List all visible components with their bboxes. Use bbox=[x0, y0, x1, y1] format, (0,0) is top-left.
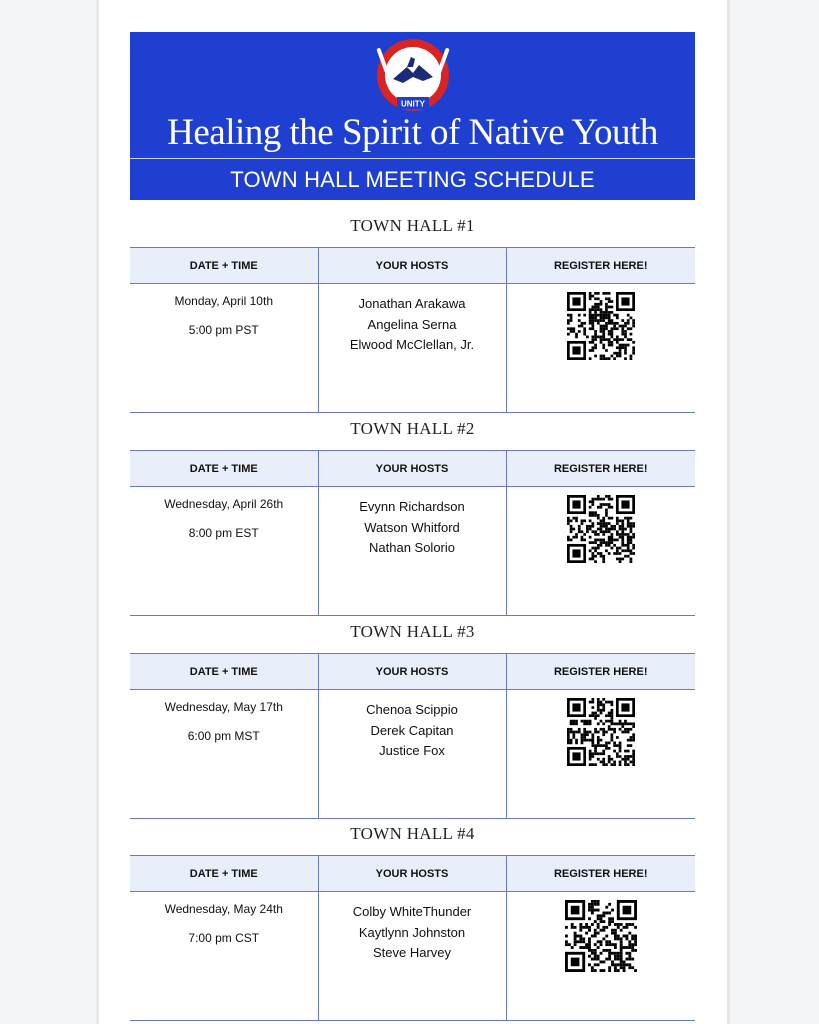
meeting-date: Wednesday, May 24th bbox=[164, 902, 283, 916]
qr-code-icon[interactable] bbox=[567, 292, 635, 360]
town-hall-4-title: TOWN HALL #4 bbox=[350, 824, 475, 843]
host-name: Angelina Serna bbox=[367, 316, 457, 332]
qr-code-icon[interactable] bbox=[567, 698, 635, 766]
host-name: Nathan Solorio bbox=[369, 540, 455, 555]
meeting-date: Monday, April 10th bbox=[174, 294, 273, 308]
hosts-cell bbox=[318, 284, 506, 413]
host-name: Colby WhiteThunder bbox=[352, 904, 472, 919]
column-header-date: DATE + TIME bbox=[130, 856, 318, 892]
host-name: Justice Fox bbox=[379, 743, 445, 758]
hosts-cell bbox=[318, 892, 506, 1021]
host-name: Derek Capitan bbox=[370, 722, 454, 738]
town-hall-3-table bbox=[130, 653, 695, 819]
register-cell bbox=[506, 892, 695, 1021]
unity-eagle-logo bbox=[371, 37, 455, 117]
date-time-cell bbox=[130, 892, 318, 1021]
column-header-hosts: YOUR HOSTS bbox=[318, 654, 506, 690]
hosts-cell bbox=[318, 487, 506, 616]
svg-text:UNITY: UNITY bbox=[401, 99, 425, 109]
town-hall-1-table bbox=[130, 247, 695, 413]
hosts-cell bbox=[318, 690, 506, 819]
meeting-time: 6:00 pm MST bbox=[187, 729, 260, 743]
page-subtitle: TOWN HALL MEETING SCHEDULE bbox=[230, 167, 595, 192]
host-name: Watson Whitford bbox=[364, 519, 460, 535]
page-title: Healing the Spirit of Native Youth bbox=[167, 112, 658, 153]
town-hall-2-table bbox=[130, 450, 695, 616]
meeting-date: Wednesday, May 17th bbox=[164, 700, 283, 714]
date-time-cell bbox=[130, 284, 318, 413]
column-header-register: REGISTER HERE! bbox=[506, 856, 695, 892]
host-name: Kaytlynn Johnston bbox=[358, 924, 466, 940]
register-cell bbox=[506, 690, 695, 819]
town-hall-4-table bbox=[130, 855, 695, 1021]
date-time-cell bbox=[130, 690, 318, 819]
town-hall-2-title: TOWN HALL #2 bbox=[350, 419, 475, 438]
host-name: Steve Harvey bbox=[372, 945, 452, 960]
column-header-register: REGISTER HERE! bbox=[506, 654, 695, 690]
column-header-register: REGISTER HERE! bbox=[506, 451, 695, 487]
meeting-time: 5:00 pm PST bbox=[188, 323, 259, 337]
column-header-hosts: YOUR HOSTS bbox=[318, 451, 506, 487]
host-name: Evynn Richardson bbox=[359, 499, 465, 514]
column-header-date: DATE + TIME bbox=[130, 654, 318, 690]
date-time-cell bbox=[130, 487, 318, 616]
qr-code-icon[interactable] bbox=[567, 495, 635, 563]
column-header-register: REGISTER HERE! bbox=[506, 248, 695, 284]
banner-divider bbox=[130, 158, 695, 159]
town-hall-3-title: TOWN HALL #3 bbox=[350, 622, 475, 641]
meeting-time: 7:00 pm CST bbox=[188, 931, 260, 945]
meeting-time: 8:00 pm EST bbox=[188, 526, 259, 540]
meeting-date: Wednesday, April 26th bbox=[164, 497, 284, 511]
qr-code-icon[interactable] bbox=[565, 900, 637, 972]
column-header-hosts: YOUR HOSTS bbox=[318, 856, 506, 892]
host-name: Jonathan Arakawa bbox=[358, 296, 466, 311]
register-cell bbox=[506, 284, 695, 413]
town-hall-1-title: TOWN HALL #1 bbox=[350, 216, 475, 235]
column-header-date: DATE + TIME bbox=[130, 248, 318, 284]
column-header-hosts: YOUR HOSTS bbox=[318, 248, 506, 284]
host-name: Elwood McClellan, Jr. bbox=[349, 337, 475, 352]
host-name: Chenoa Scippio bbox=[366, 702, 458, 717]
register-cell bbox=[506, 487, 695, 616]
column-header-date: DATE + TIME bbox=[130, 451, 318, 487]
